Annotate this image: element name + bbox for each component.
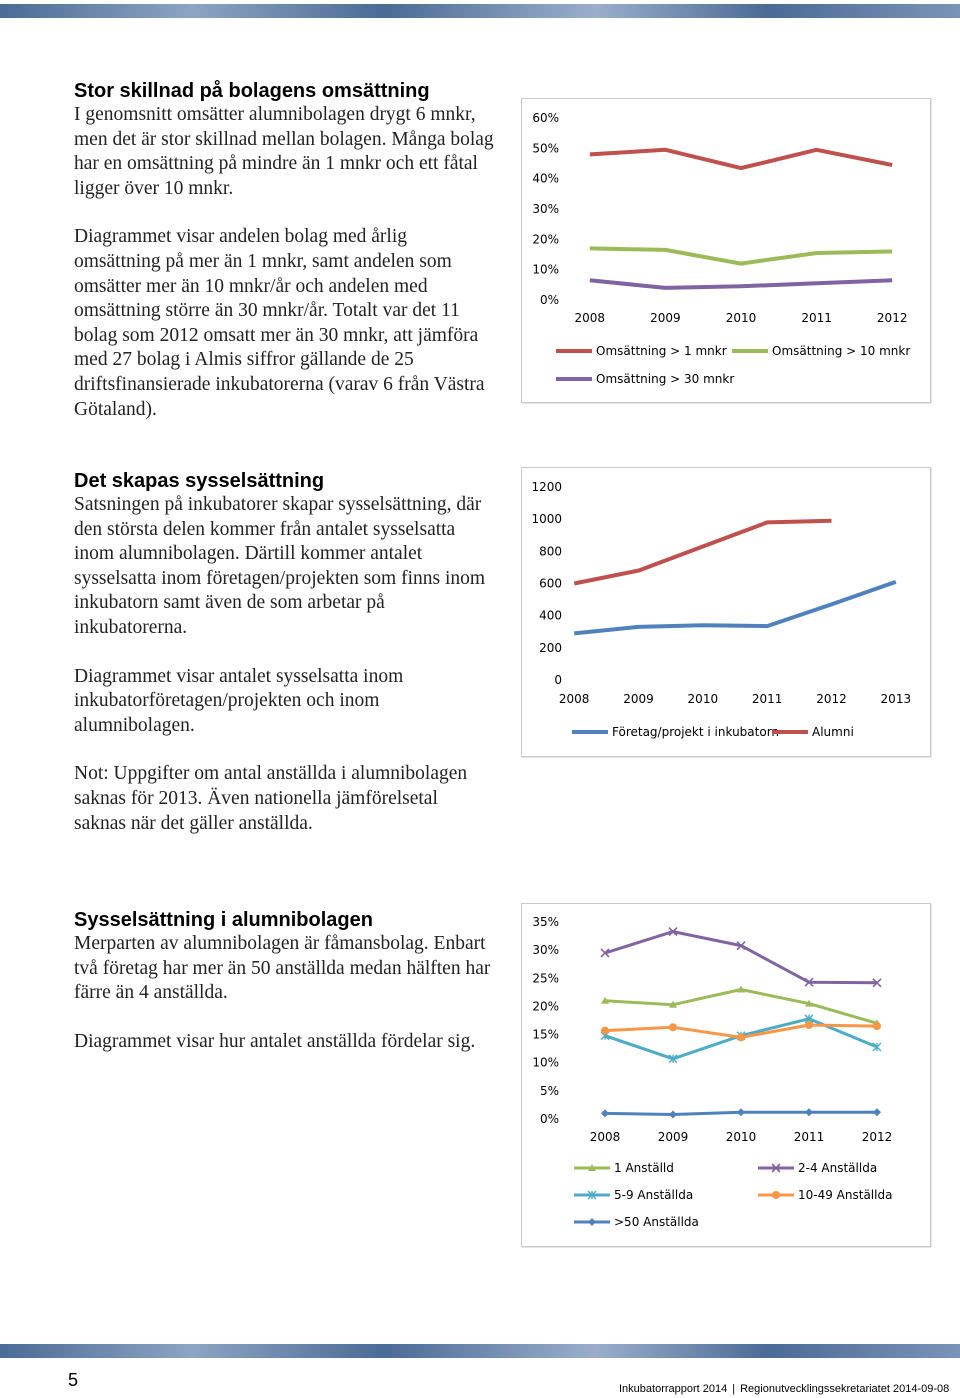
- paragraph: Diagrammet visar hur antalet anställda fördelar sig.: [74, 1030, 476, 1052]
- series-line: [590, 150, 892, 168]
- y-tick-label: 1000: [531, 512, 562, 527]
- data-point: [737, 1108, 745, 1116]
- data-point: [805, 1108, 813, 1116]
- data-point: [873, 1022, 881, 1030]
- y-tick-label: 800: [539, 544, 562, 559]
- y-tick-label: 600: [539, 576, 562, 591]
- x-tick-label: 2009: [657, 1130, 689, 1144]
- organization-date: Regionutvecklingssekretariatet 2014-09-08: [740, 1383, 950, 1395]
- chart-employment-svg: [522, 468, 930, 756]
- legend-label: 5-9 Anställda: [614, 1188, 694, 1202]
- x-tick-label: 2010: [725, 311, 757, 325]
- bottom-decorative-band: [0, 1344, 960, 1358]
- y-tick-label: 10%: [532, 262, 559, 277]
- chart-turnover: [521, 98, 931, 403]
- top-decorative-band: [0, 4, 960, 18]
- y-tick-label: 15%: [532, 1027, 559, 1042]
- legend-label: 10-49 Anställda: [798, 1188, 893, 1202]
- x-tick-label: 2008: [589, 1130, 621, 1144]
- chart-employee-distribution-svg: [522, 904, 930, 1246]
- section-turnover: [74, 79, 494, 422]
- data-point: [873, 1108, 881, 1116]
- legend-label: Omsättning > 1 mnkr: [596, 344, 727, 358]
- x-tick-label: 2011: [801, 311, 832, 325]
- x-tick-label: 2011: [793, 1130, 825, 1144]
- x-tick-label: 2012: [876, 311, 908, 325]
- series-line: [590, 280, 892, 288]
- note-paragraph: Not: Uppgifter om antal anställda i alumnibolagen saknas för 2013. Även nationella jämförelsetal saknas när det gäller anställda.: [74, 763, 468, 834]
- data-point: [601, 1109, 609, 1117]
- y-tick-label: 25%: [532, 971, 559, 986]
- y-tick-label: 50%: [532, 141, 559, 156]
- x-tick-label: 2009: [623, 692, 654, 706]
- section-heading: Sysselsättning i alumnibolagen: [74, 909, 373, 931]
- data-point: [601, 1027, 609, 1035]
- paragraph: Merparten av alumnibolagen är fåmansbolag. Enbart två företag har mer än 50 anställda medan hälften har färre än 4 anställda.: [74, 933, 491, 1004]
- x-tick-label: 2011: [751, 692, 783, 706]
- x-tick-label: 2010: [687, 692, 719, 706]
- chart-employee-distribution: [521, 903, 931, 1247]
- legend-label: >50 Anställda: [614, 1215, 699, 1229]
- y-tick-label: 10%: [532, 1055, 559, 1070]
- x-tick-label: 2010: [725, 1130, 757, 1144]
- page-number: 5: [68, 1370, 79, 1390]
- series-line: [590, 248, 892, 263]
- series-line: [605, 932, 877, 983]
- y-tick-label: 30%: [532, 943, 559, 958]
- y-tick-label: 0%: [539, 293, 559, 307]
- legend-label: 2-4 Anställda: [798, 1161, 878, 1175]
- y-tick-label: 0%: [539, 1112, 559, 1126]
- x-tick-label: 2012: [861, 1130, 893, 1144]
- legend-label: Alumni: [812, 725, 854, 739]
- legend-label: Omsättning > 30 mnkr: [596, 372, 735, 386]
- section-employment: [74, 469, 494, 836]
- section-heading: Stor skillnad på bolagens omsättning: [74, 80, 430, 102]
- chart-turnover-svg: [522, 99, 930, 402]
- legend-label: Företag/projekt i inkubatorn: [612, 725, 780, 739]
- data-point: [669, 1110, 677, 1118]
- x-tick-label: 2008: [574, 311, 606, 325]
- x-tick-label: 2012: [816, 692, 847, 706]
- x-tick-label: 2009: [650, 311, 681, 325]
- data-point: [588, 1218, 596, 1226]
- legend-label: 1 Anställd: [614, 1161, 674, 1175]
- series-line: [574, 582, 896, 634]
- y-tick-label: 5%: [539, 1083, 559, 1098]
- series-line: [574, 521, 831, 584]
- section-heading: Det skapas sysselsättning: [74, 470, 325, 492]
- footer-text: [619, 1383, 949, 1395]
- y-tick-label: 400: [539, 608, 562, 623]
- y-tick-label: 20%: [532, 232, 559, 247]
- y-tick-label: 35%: [532, 915, 559, 929]
- paragraph: Satsningen på inkubatorer skapar sysselsättning, där den största delen kommer från antalet sysselsatta inom alumnibolagen. Därtill kommer antalet sysselsatta inom företagen/projekten som finns inom inkubatorn samt även de som arbetar på inkubatorerna.: [74, 494, 486, 638]
- y-tick-label: 60%: [532, 111, 559, 125]
- paragraph: I genomsnitt omsätter alumnibolagen drygt 6 mnkr, men det är stor skillnad mellan bolagen. Många bolag har en omsättning på mindre än 1 mnkr och ett fåtal ligger över 10 mnkr.: [74, 104, 494, 199]
- y-tick-label: 30%: [532, 202, 559, 216]
- section-alumni-employment: [74, 908, 494, 1054]
- paragraph: Diagrammet visar andelen bolag med årlig omsättning på mer än 1 mnkr, samt andelen som omsätter mer än 10 mnkr/år och andelen med omsättning större än 30 mnkr/år. Totalt var det 11 bolag som 2012 omsatt mer än 30 mnkr, att jämföra med 27 bolag i Almis siffror gällande de 25 driftsfinansierade inkubatorerna (varav 6 från Västra Götaland).: [74, 226, 485, 420]
- x-tick-label: 2013: [880, 692, 912, 706]
- legend-label: Omsättning > 10 mnkr: [772, 344, 911, 358]
- y-tick-label: 0: [554, 673, 562, 687]
- paragraph: Diagrammet visar antalet sysselsatta inom inkubatorföretagen/projekten och inom alumnibolagen.: [74, 665, 404, 736]
- data-point: [772, 1191, 780, 1199]
- y-tick-label: 40%: [532, 171, 559, 186]
- chart-employment: [521, 467, 931, 757]
- series-line: [605, 990, 877, 1024]
- y-tick-label: 1200: [531, 480, 562, 494]
- y-tick-label: 20%: [532, 999, 559, 1014]
- report-title: Inkubatorrapport 2014: [619, 1383, 728, 1395]
- y-tick-label: 200: [539, 640, 562, 655]
- data-point: [805, 1021, 813, 1029]
- data-point: [669, 1023, 677, 1031]
- x-tick-label: 2008: [558, 692, 590, 706]
- data-point: [737, 1033, 745, 1041]
- footer-separator: |: [732, 1383, 736, 1395]
